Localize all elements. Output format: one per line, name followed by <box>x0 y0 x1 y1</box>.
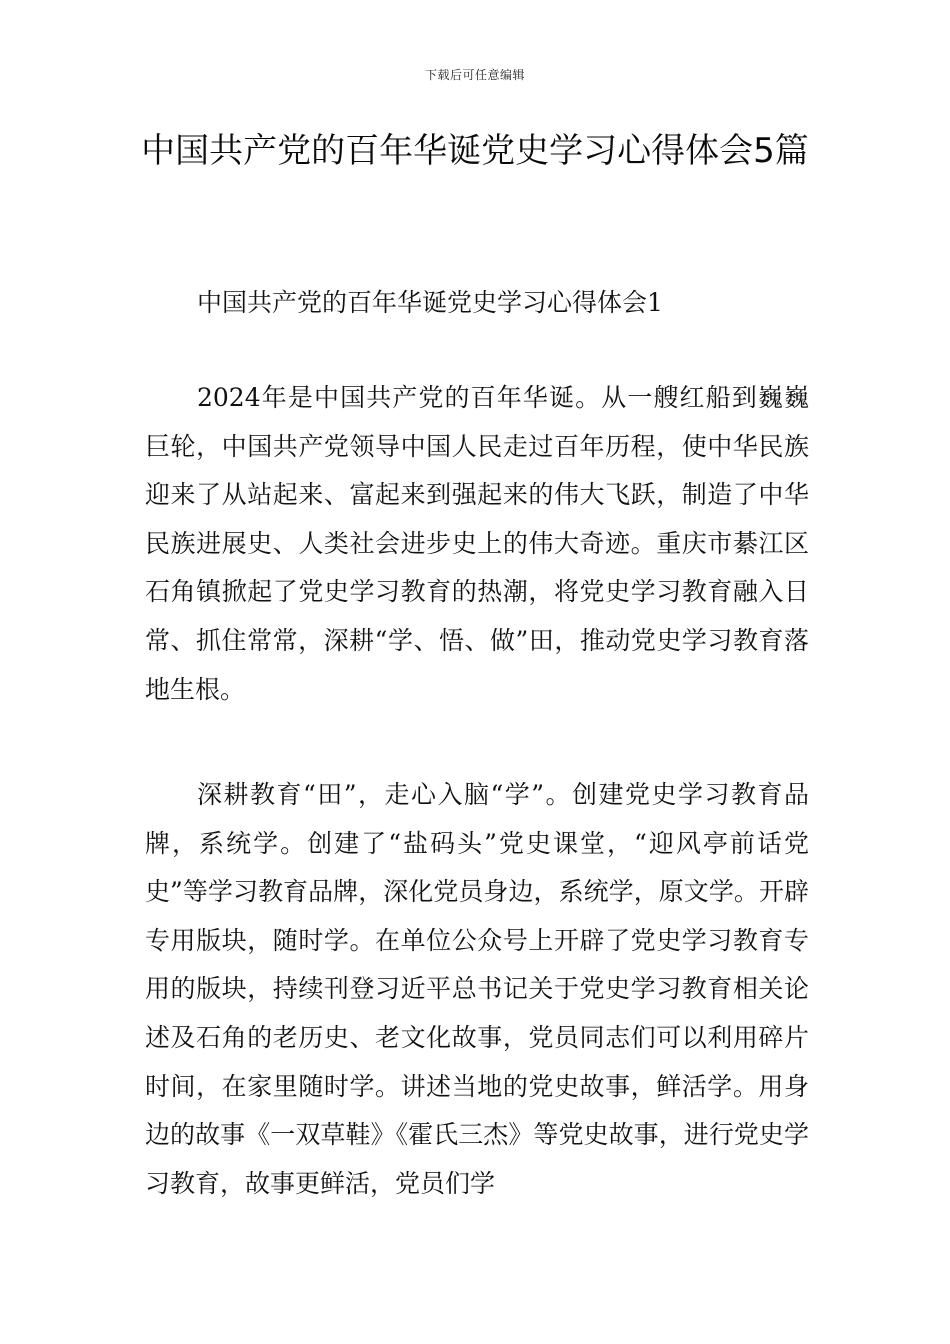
document-title: 中国共产党的百年华诞党史学习心得体会5篇 <box>141 131 809 171</box>
header-note: 下载后可任意编辑 <box>424 68 525 82</box>
paragraph-1: 2024年是中国共产党的百年华诞。从一艘红船到巍巍巨轮，中国共产党领导中国人民走过百年历程，使中华民族迎来了从站起来、富起来到强起来的伟大飞跃，制造了中华民族进展史、人类社会进步史上的伟大奇迹。重庆市綦江区石角镇掀起了党史学习教育的热潮，将党史学习教育融入日常、抓住常常，深耕“学、悟、做”田，推动党史学习教育落地生根。 <box>145 383 809 704</box>
paragraph-2: 深耕教育“田”，走心入脑“学”。创建党史学习教育品牌，系统学。创建了“盐码头”党史课堂，“迎风亭前话党史”等学习教育品牌，深化党员身边，系统学，原文学。开辟专用版块，随时学。在单位公众号上开辟了党史学习教育专用的版块，持续刊登习近平总书记关于党史学习教育相关论述及石角的老历史、老文化故事，党员同志们可以利用碎片时间，在家里随时学。讲述当地的党史故事，鲜活学。用身边的故事《一双草鞋》《霍氏三杰》等党史故事，进行党史学习教育，故事更鲜活，党员们学 <box>145 780 809 1198</box>
section-subheading: 中国共产党的百年华诞党史学习心得体会1 <box>197 288 663 317</box>
